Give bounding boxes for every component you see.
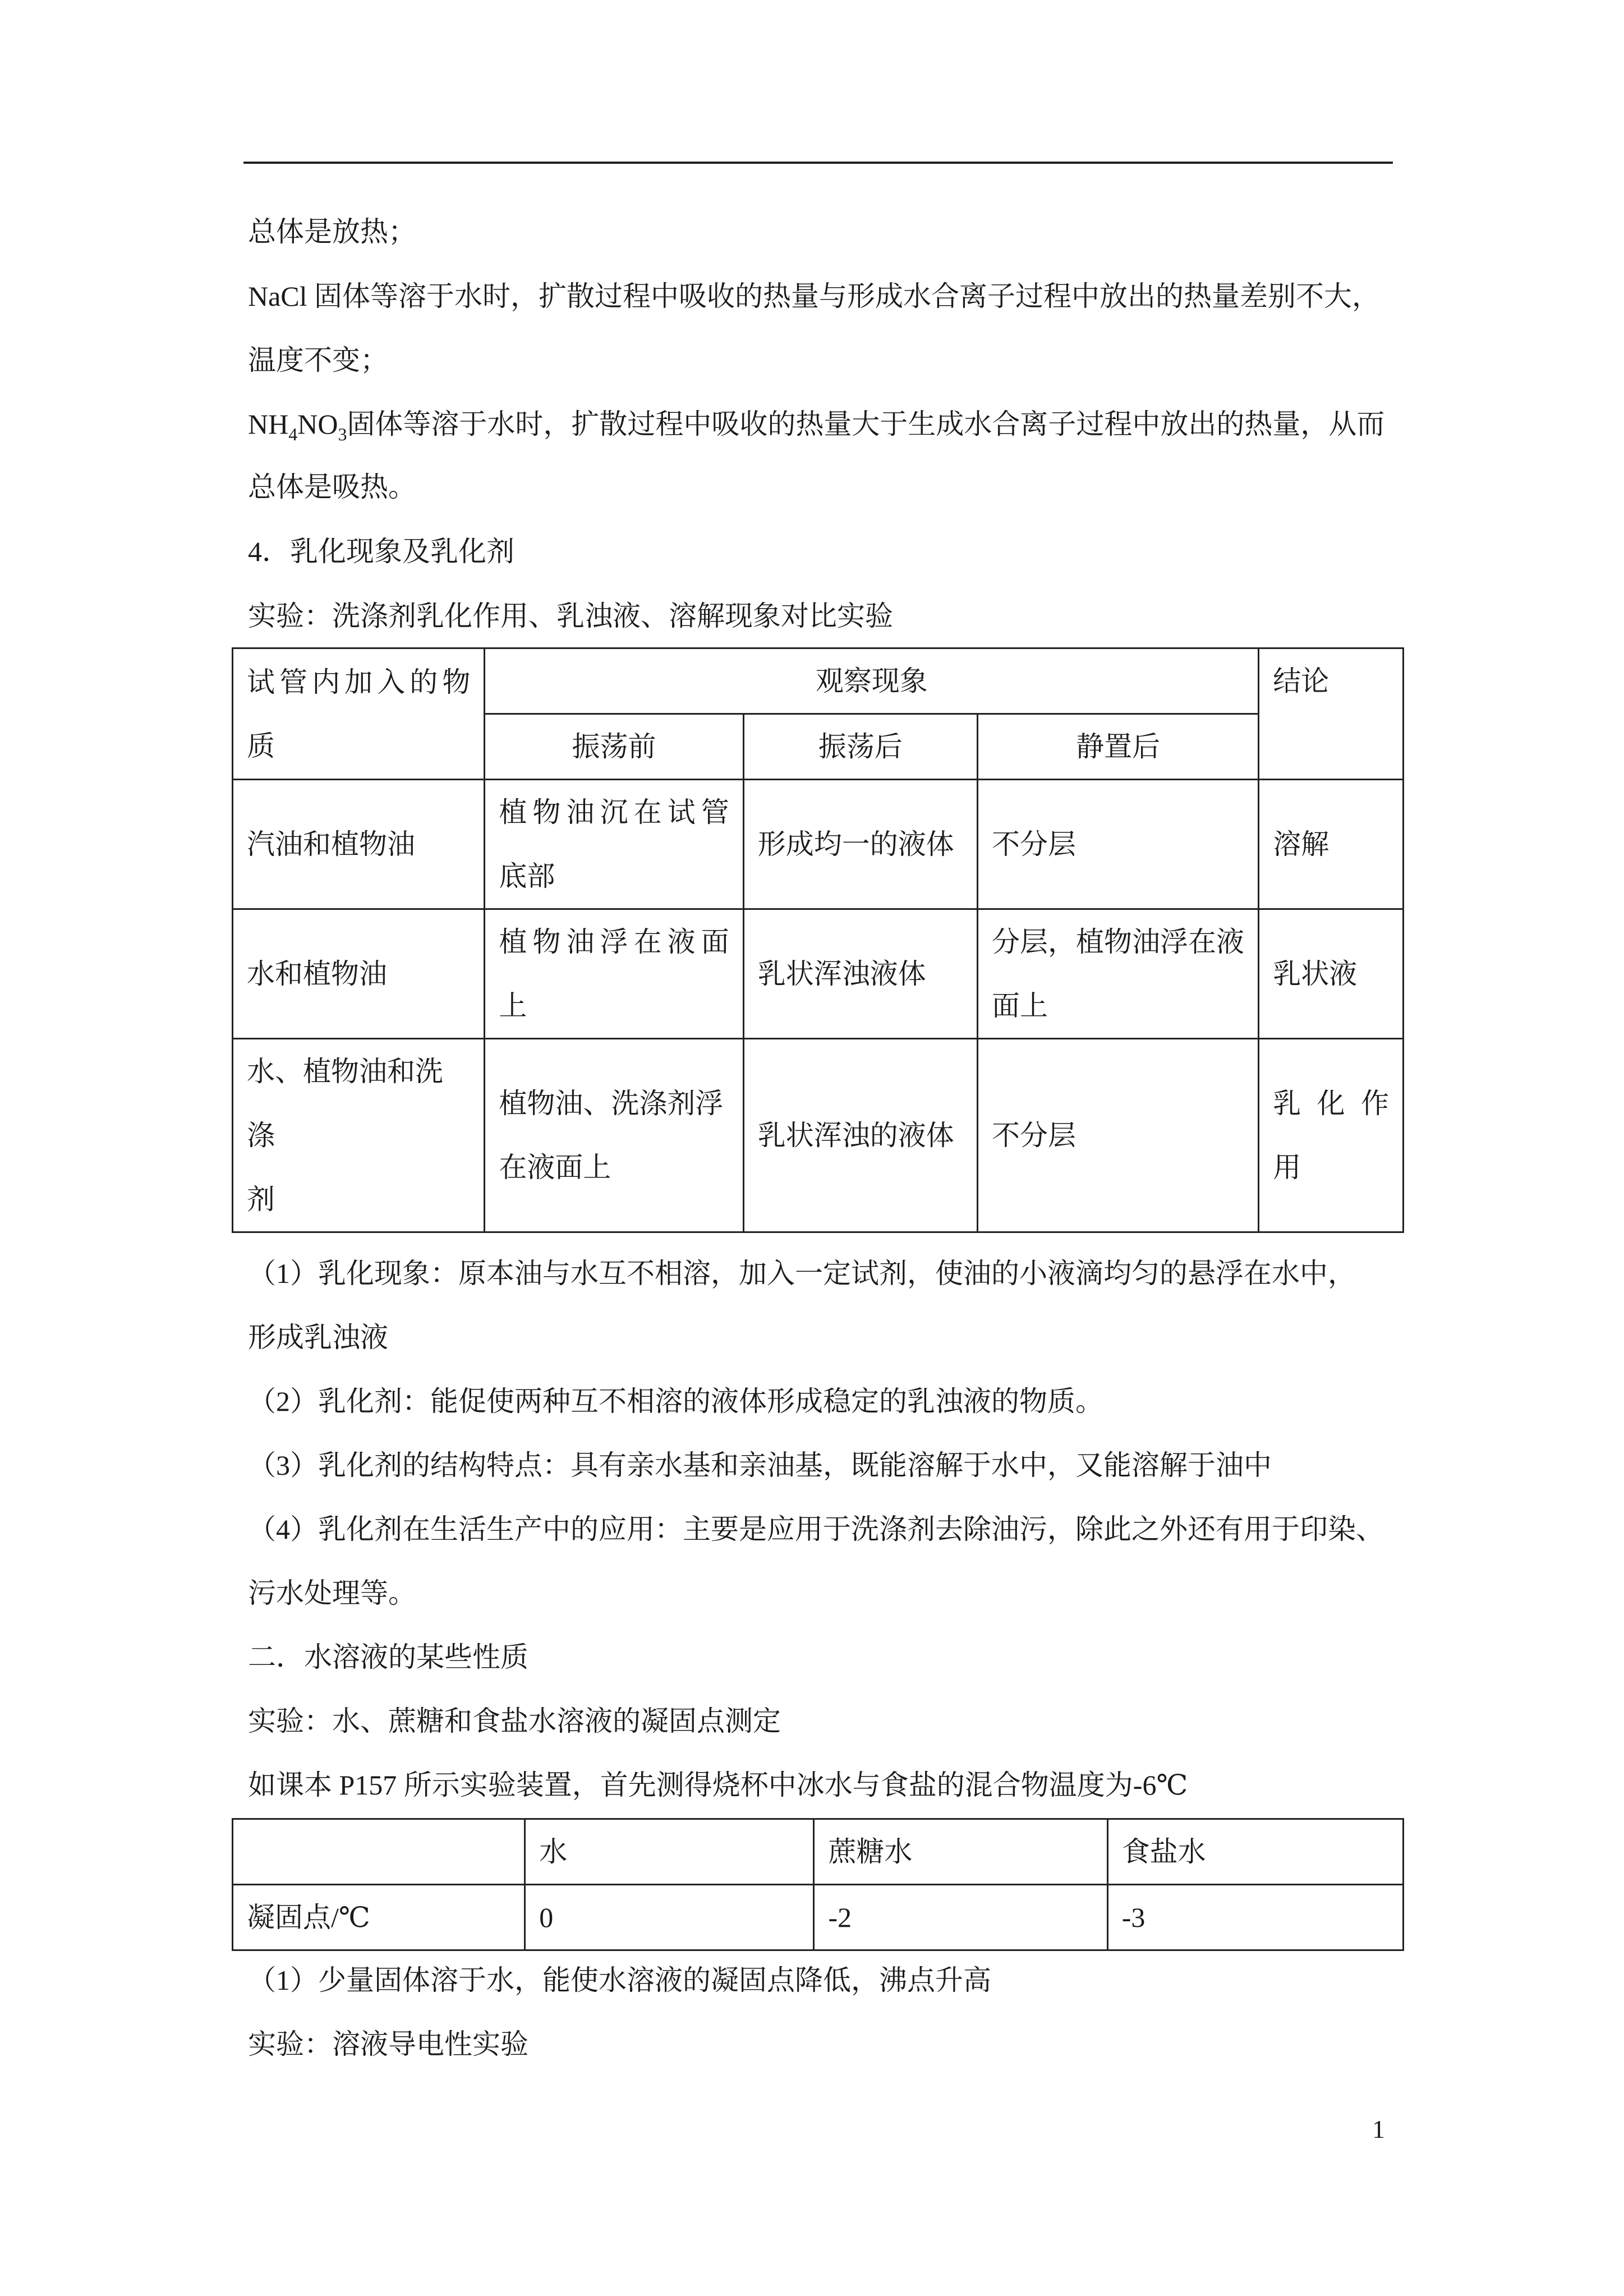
cell-conclusion: 溶解 — [1259, 780, 1404, 909]
header-observation: 观察现象 — [485, 648, 1259, 714]
cell-substance — [233, 1039, 485, 1232]
table-row — [233, 909, 1404, 1039]
paragraph-text: 固体等溶于水时，扩散过程中吸收的热量大于生成水合离子过程中放出的热量，从而 — [347, 408, 1385, 440]
header-before-shaking: 振荡前 — [485, 714, 743, 780]
paragraph: 温度不变； — [248, 344, 388, 376]
header-conclusion: 结论 — [1259, 648, 1404, 780]
paragraph: 形成乳浊液 — [248, 1322, 388, 1353]
cell-text: 剂 — [247, 1184, 275, 1215]
cell-after: 乳状浑浊液体 — [743, 909, 977, 1039]
paragraph: 实验：溶液导电性实验 — [248, 2028, 528, 2060]
cell-before — [485, 909, 743, 1039]
page-number: 1 — [1372, 2115, 1385, 2143]
cell-rest: 不分层 — [978, 780, 1259, 909]
section-heading: 二．水溶液的某些性质 — [248, 1641, 528, 1673]
paragraph: （1）乳化现象：原本油与水互不相溶，加入一定试剂，使油的小液滴均匀的悬浮在水中， — [248, 1258, 1356, 1289]
cell-after: 形成均一的液体 — [743, 780, 977, 909]
header-cell: 水 — [525, 1819, 814, 1885]
paragraph: 污水处理等。 — [248, 1577, 416, 1609]
table-cell: -2 — [814, 1885, 1107, 1950]
cell-text: 水、植物油和洗涤 — [247, 1056, 443, 1151]
table-cell: -3 — [1107, 1885, 1403, 1950]
table-header-row — [233, 1819, 1404, 1885]
header-after-rest: 静置后 — [978, 714, 1259, 780]
paragraph: 如课本 P157 所示实验装置，首先测得烧杯中冰水与食盐的混合物温度为-6℃ — [248, 1769, 1188, 1801]
table-row — [233, 1039, 1404, 1232]
paragraph: （2）乳化剂：能促使两种互不相溶的液体形成稳定的乳浊液的物质。 — [248, 1386, 1103, 1417]
cell-conclusion — [1259, 1039, 1404, 1232]
row-label: 凝固点/℃ — [233, 1885, 525, 1950]
table-row — [233, 780, 1404, 909]
cell-text: 质 — [247, 730, 275, 762]
paragraph: 实验：水、蔗糖和食盐水溶液的凝固点测定 — [248, 1705, 781, 1737]
cell-rest: 不分层 — [978, 1039, 1259, 1232]
paragraph: （3）乳化剂的结构特点：具有亲水基和亲油基，既能溶解于水中，又能溶解于油中 — [248, 1450, 1272, 1481]
freezing-point-table — [232, 1818, 1404, 1951]
formula-part: NO — [297, 408, 338, 440]
header-substance — [233, 648, 485, 780]
paragraph: 实验：洗涤剂乳化作用、乳浊液、溶解现象对比实验 — [248, 600, 893, 632]
cell-substance: 汽油和植物油 — [233, 780, 485, 909]
cell-before — [485, 1039, 743, 1232]
header-rule — [243, 162, 1393, 164]
header-cell: 食盐水 — [1107, 1819, 1403, 1885]
paragraph-nh4no3 — [248, 407, 1384, 444]
cell-text: 植物油、洗涤剂浮 — [499, 1088, 724, 1119]
header-cell — [233, 1819, 525, 1885]
cell-text: 用 — [1273, 1152, 1301, 1183]
cell-conclusion: 乳状液 — [1259, 909, 1404, 1039]
paragraph: NaCl 固体等溶于水时，扩散过程中吸收的热量与形成水合离子过程中放出的热量差别不大， — [248, 280, 1381, 312]
paragraph: 总体是放热； — [248, 216, 416, 247]
cell-substance: 水和植物油 — [233, 909, 485, 1039]
formula-part: NH — [248, 408, 289, 440]
paragraph: （4）乳化剂在生活生产中的应用：主要是应用于洗涤剂去除油污，除此之外还有用于印染、 — [248, 1513, 1384, 1545]
cell-rest — [978, 909, 1259, 1039]
paragraph: 总体是吸热。 — [248, 471, 416, 503]
cell-before — [485, 780, 743, 909]
section-heading: 4．乳化现象及乳化剂 — [248, 536, 514, 567]
cell-text: 在液面上 — [499, 1152, 611, 1183]
cell-text: 面上 — [992, 990, 1048, 1022]
table-row — [233, 1885, 1404, 1950]
subscript: 4 — [288, 424, 298, 444]
subscript: 3 — [338, 424, 347, 444]
cell-text: 上 — [499, 990, 527, 1022]
emulsion-table — [232, 647, 1404, 1233]
cell-text: 植物油浮在液面 — [499, 926, 729, 958]
cell-after: 乳状浑浊的液体 — [743, 1039, 977, 1232]
paragraph: （1）少量固体溶于水，能使水溶液的凝固点降低，沸点升高 — [248, 1964, 991, 1996]
cell-text: 植物油沉在试管 — [499, 797, 729, 828]
header-cell: 蔗糖水 — [814, 1819, 1107, 1885]
cell-text: 乳 化 作 — [1273, 1088, 1389, 1119]
header-after-shaking: 振荡后 — [743, 714, 977, 780]
table-cell: 0 — [525, 1885, 814, 1950]
cell-text: 底部 — [499, 861, 555, 892]
cell-text: 试管内加入的物 — [247, 666, 471, 698]
cell-text: 分层，植物油浮在液 — [992, 926, 1245, 958]
